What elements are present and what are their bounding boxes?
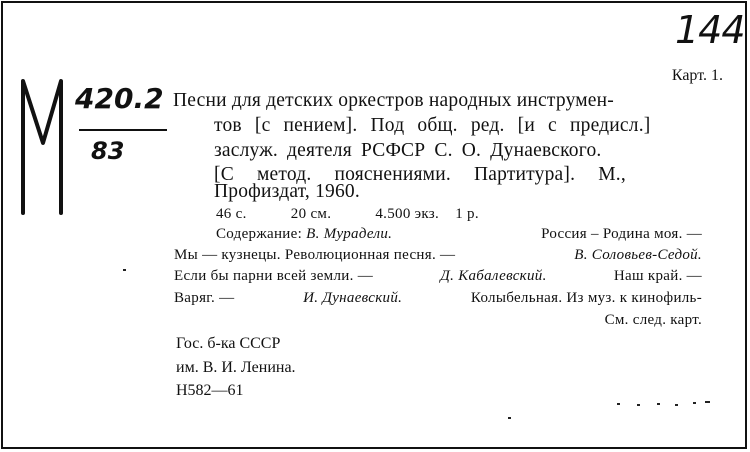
title-line-1: Песни для детских оркестров народных инструмен- xyxy=(173,90,614,111)
card-label: Карт. 1. xyxy=(671,67,723,84)
contents-author-3: Д. Кабалевский. xyxy=(440,268,547,284)
physical-description xyxy=(216,203,556,225)
contents-title-1: Россия – Родина моя. — xyxy=(541,226,702,242)
scan-speck xyxy=(508,417,511,419)
contents-line-4-text: Варяг. — xyxy=(174,290,235,306)
title-line-2: тов [с пением]. Под общ. ред. [и с предисл.] xyxy=(214,115,651,136)
contents-line-2-text: Мы — кузнецы. Революционная песня. — xyxy=(174,247,456,263)
contents-label: Содержание: xyxy=(216,226,303,242)
library-line-3: Н582—61 xyxy=(176,382,244,399)
contents-author-1: В. Мурадели. xyxy=(306,226,393,242)
contents-author-4: И. Дунаевский. xyxy=(303,290,403,306)
handwritten-card-number: 144 xyxy=(675,8,745,52)
title-line-4: [С метод. пояснениями. Партитура]. М., xyxy=(214,164,626,185)
shelf-mark-denominator: 83 xyxy=(91,137,125,165)
contents-line-1 xyxy=(216,223,702,245)
price: 1 р. xyxy=(455,206,479,222)
shelf-mark-numerator: 420.2 xyxy=(75,82,164,115)
shelf-mark-fraction-line xyxy=(79,129,167,131)
contents-line-4 xyxy=(174,287,702,309)
title-line-3: заслуж. деятеля РСФСР С. О. Дунаевского. xyxy=(214,140,602,161)
contents-line-2 xyxy=(174,244,702,266)
scan-specks xyxy=(613,399,733,409)
size: 20 см. xyxy=(290,206,332,222)
scan-speck xyxy=(123,269,126,271)
contents-author-2: В. Соловьев-Седой. xyxy=(574,247,702,263)
continued-note: См. след. карт. xyxy=(604,312,702,328)
title-line-5: Профиздат, 1960. xyxy=(214,181,360,202)
contents-line-4-end: Колыбельная. Из муз. к кинофиль- xyxy=(470,290,702,306)
contents-line-3 xyxy=(174,265,702,287)
copies: 4.500 экз. xyxy=(375,206,440,222)
shelf-mark xyxy=(17,73,167,223)
catalog-card xyxy=(1,1,747,449)
library-line-2: им. В. И. Ленина. xyxy=(176,359,296,376)
pages: 46 с. xyxy=(216,206,247,222)
library-line-1: Гос. б-ка СССР xyxy=(176,335,281,352)
shelf-mark-letter-m xyxy=(17,73,75,223)
contents-line-3-end: Наш край. — xyxy=(613,268,702,284)
contents-line-3-text: Если бы парни всей земли. — xyxy=(174,268,373,284)
